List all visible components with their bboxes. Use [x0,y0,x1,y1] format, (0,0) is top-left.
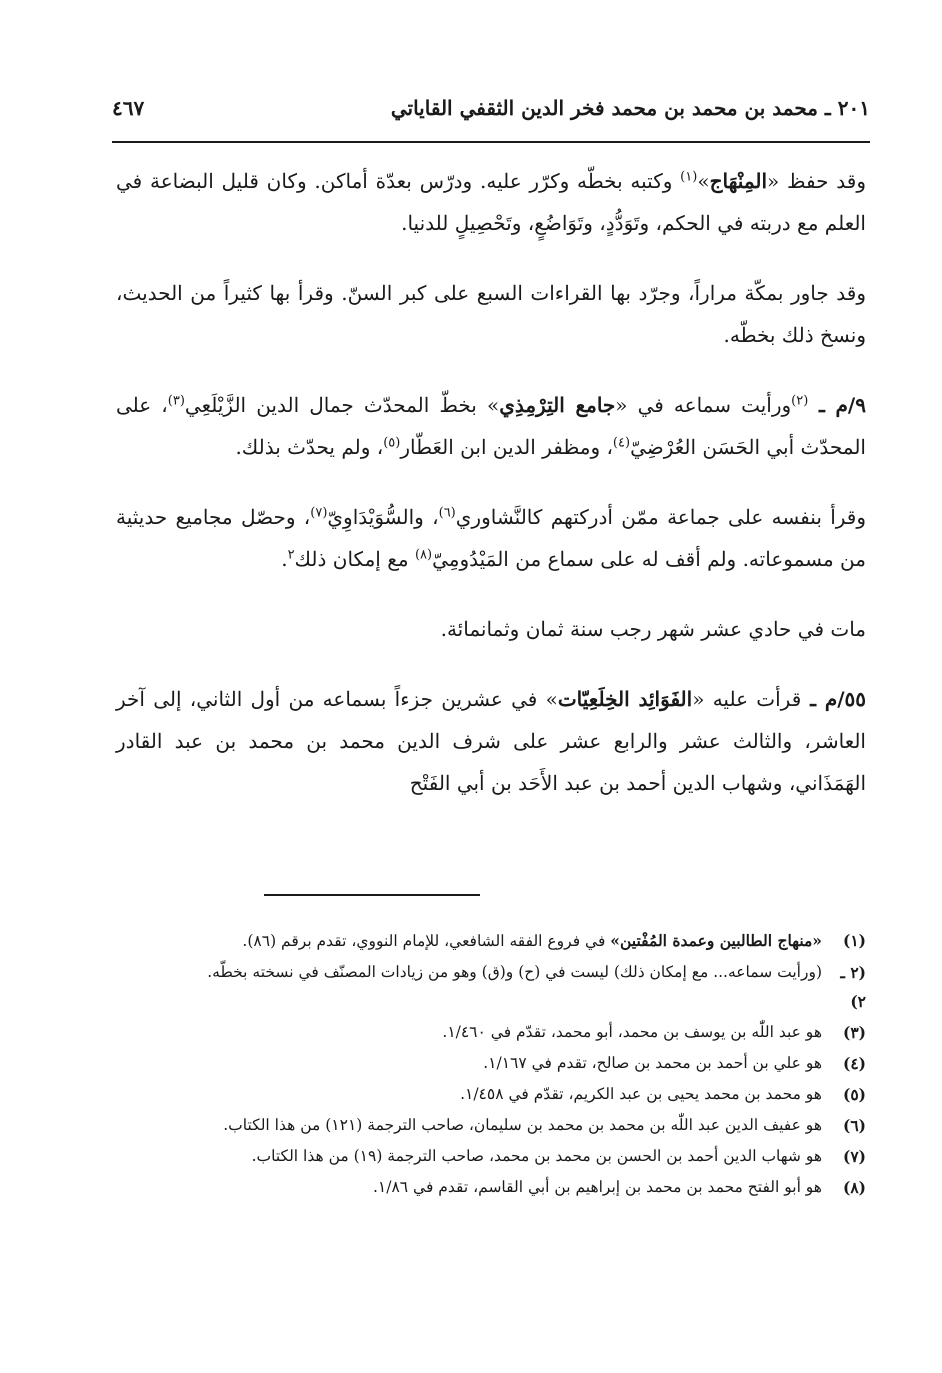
footnote-title: «منهاج الطالبين وعمدة المُفْتين» [610,931,822,950]
footnote-number: (٤) [842,1054,866,1073]
text-run: مات في حادي عشر شهر رجب سنة ثمان وثمانمائة. [440,617,866,641]
footnote-ref: (١) [680,169,698,185]
paragraph-6 [116,678,866,804]
text-run: هو علي بن أحمد بن محمد بن صالح، تقدم في ١/١٦٧. [483,1054,822,1072]
footnote-text [76,1080,822,1109]
footnote-4 [76,1049,866,1078]
footnote-6 [76,1111,866,1140]
footnote-1 [76,926,866,956]
text-run: ، وحصّل مجاميع حديثية من مسموعاته. ولم أقف له على سماع من المَيْدُومِيّ [116,505,866,571]
text-run: في فروع الفقه الشافعي، للإمام النووي، تقدم برقم (٨٦). [242,932,611,950]
footnote-2 [76,958,866,1016]
footnote-number: (٨) [842,1178,866,1197]
paragraph-5 [116,608,866,650]
text-run: . [281,547,288,571]
text-run: » في عشرين جزءاً بسماعه من أول الثاني، إلى آخر العاشر، والثالث عشر والرابع عشر على شرف الدين محمد بن محمد بن عبد القادر الهَمَذَاني، وشهاب الدين أحمد بن عبد الأَحَد بن أبي الفَتْح [116,687,866,795]
footnote-text [76,926,822,956]
footnote-ref: (٧) [310,505,328,521]
entry-number: ٩/م ـ [808,393,866,417]
paragraph-4 [116,496,866,580]
text-run: مع إمكان ذلك [294,547,415,571]
header-rule [112,141,870,143]
footnote-3 [76,1018,866,1047]
text-run: هو محمد بن محمد يحيى بن عبد الكريم، تقدّم في ١/٤٥٨. [460,1085,822,1103]
text-run: (ورأيت سماعه... مع إمكان ذلك) ليست في (ح) و(ق) وهو من زيادات المصنّف في نسخته بخطّه. [207,963,822,981]
footnote-number: (٣) [842,1023,866,1042]
footnote-ref: (٣) [167,393,185,409]
text-run: وقرأ بنفسه على جماعة ممّن أدركتهم كالنَّشاوري [455,505,867,529]
paragraph-2 [116,272,866,356]
entry-number: ٥٥/م ـ [801,687,866,711]
footnote-ref: (٥) [383,435,401,451]
footnote-text [76,1049,822,1078]
text-run: » [697,169,710,193]
footnote-text [76,958,822,1016]
text-run: ورأيت سماعه في « [615,393,792,417]
footnote-ref: (٤) [612,435,631,451]
book-title: جامع التِرْمِذِي [499,393,616,417]
text-run: ، والسُّوَيْدَاوِيّ [327,505,439,529]
text-run: هو شهاب الدين أحمد بن الحسن بن محمد بن محمد، صاحب الترجمة (١٩) من هذا الكتاب. [251,1147,822,1165]
footnote-ref: (٨) [414,547,433,563]
text-run: ، ومظفر الدين ابن العَطّار [400,435,613,459]
text-run: وقد جاور بمكّة مراراً، وجرّد بها القراءات السبع على كبر السنّ. وقرأ بها كثيراً من الحديث، ونسخ ذلك بخطّه. [116,281,866,347]
footnote-7 [76,1142,866,1171]
page-number: ٤٦٧ [112,96,145,120]
footnote-ref: (٦) [438,505,456,521]
footnote-8 [76,1173,866,1202]
text-run: وكتبه بخطّه وكرّر عليه. ودرّس بعدّة أماكن. وكان قليل البضاعة في العلم مع دربته في الحكم، وتَوَدُّدٍ، وتَوَاضُعٍ، وتَحْصِيلٍ للدنيا. [116,169,866,235]
footnote-number: (٢ ـ ٢) [840,963,866,1011]
book-title: المِنْهَاج [709,169,768,193]
text-run: ، ولم يحدّث بذلك. [235,435,384,459]
footnotes [76,926,866,1204]
footnote-number: (٥) [842,1085,866,1104]
footnote-text [76,1173,822,1202]
footnote-text [76,1111,822,1140]
paragraph-1 [116,160,866,244]
text-run: هو أبو الفتح محمد بن محمد بن إبراهيم بن أبي القاسم، تقدم في ١/٨٦. [372,1178,822,1196]
text-run: هو عبد اللّٰه بن يوسف بن محمد، أبو محمد، تقدّم في ١/٤٦٠. [442,1023,822,1041]
text-run: هو عفيف الدين عبد اللّٰه بن محمد بن محمد بن سليمان، صاحب الترجمة (١٢١) من هذا الكتاب. [223,1116,822,1134]
footnote-number: (١) [842,931,866,950]
footnote-number: (٧) [842,1147,866,1166]
text-run: » بخطّ المحدّث جمال الدين الزَّيْلَعِي [184,393,500,417]
text-run: ، على المحدّث أبي الحَسَن العُرْضِيّ [116,393,866,459]
running-header-title: ٢٠١ ـ محمد بن محمد بن محمد فخر الدين الثقفي القاياتي [390,96,870,120]
text-run: وقد حفظ « [767,169,866,193]
footnote-number: (٦) [842,1116,866,1135]
footnote-ref: ٢ [287,547,295,563]
footnote-separator [264,894,480,896]
footnote-5 [76,1080,866,1109]
paragraph-3 [116,384,866,468]
main-text [116,160,866,832]
footnote-ref: (٢) [791,393,809,409]
book-title: الفَوَائِد الخِلَعِيّات [557,687,693,711]
footnote-text [76,1018,822,1047]
running-header [112,96,870,120]
footnote-text [76,1142,822,1171]
text-run: قرأت عليه « [692,687,802,711]
